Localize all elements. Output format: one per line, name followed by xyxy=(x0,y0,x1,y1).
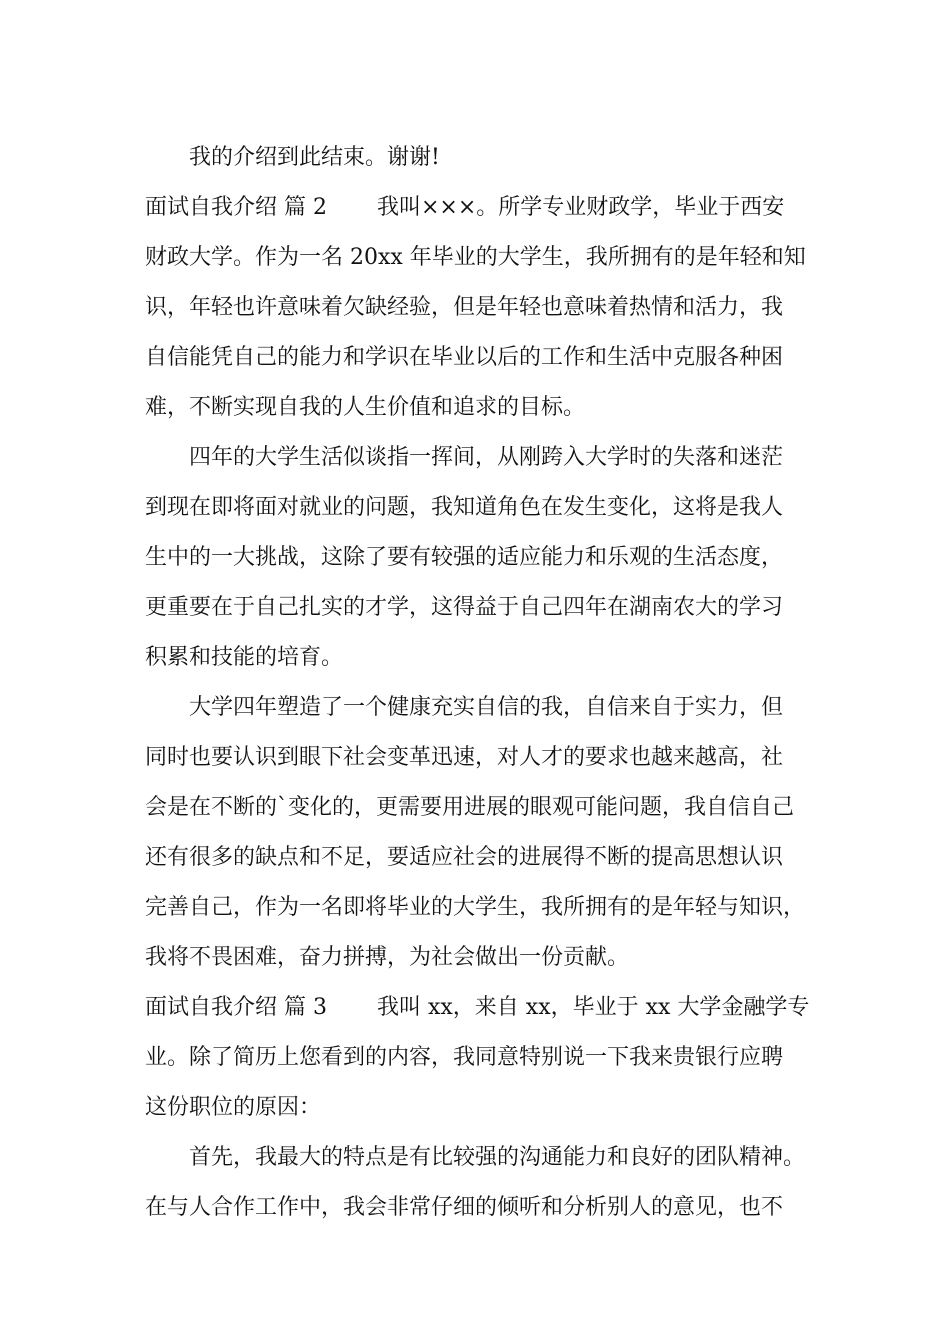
document-body xyxy=(145,133,810,1233)
paragraph-line: 四年的大学生活似谈指一挥间，从刚跨入大学时的失落和迷茫 xyxy=(189,445,784,470)
paragraph-line: 在与人合作工作中，我会非常仔细的倾听和分析别人的意见，也不 xyxy=(145,1195,784,1220)
paragraph-line: 首先，我最大的特点是有比较强的沟通能力和良好的团队精神。 xyxy=(189,1145,806,1170)
paragraph-line: 到现在即将面对就业的问题，我知道角色在发生变化，这将是我人 xyxy=(145,495,784,520)
section-heading: 面试自我介绍 篇 3 xyxy=(145,995,327,1020)
paragraph-line: 业。除了简历上您看到的内容，我同意特别说一下我来贵银行应聘 xyxy=(145,1045,784,1070)
section-heading-line xyxy=(145,983,810,1033)
paragraph-line: 完善自己，作为一名即将毕业的大学生，我所拥有的是年轻与知识， xyxy=(145,895,806,920)
paragraph-line: 识，年轻也许意味着欠缺经验，但是年轻也意味着热情和活力，我 xyxy=(145,295,784,320)
section-heading: 面试自我介绍 篇 2 xyxy=(145,195,327,220)
paragraph-line: 生中的一大挑战，这除了要有较强的适应能力和乐观的生活态度， xyxy=(145,545,784,570)
paragraph-line: 这份职位的原因： xyxy=(145,1095,322,1120)
section-heading-line xyxy=(145,183,810,233)
paragraph-line: 更重要在于自己扎实的才学，这得益于自己四年在湖南农大的学习 xyxy=(145,595,784,620)
paragraph-line: 难，不断实现自我的人生价值和追求的目标。 xyxy=(145,395,586,420)
paragraph-line: 我将不畏困难，奋力拼搏，为社会做出一份贡献。 xyxy=(145,945,630,970)
paragraph-text: 我叫 xx，来自 xx，毕业于 xx 大学金融学专 xyxy=(377,995,810,1020)
paragraph-line: 大学四年塑造了一个健康充实自信的我，自信来自于实力，但 xyxy=(189,695,784,720)
paragraph-line: 财政大学。作为一名 20xx 年毕业的大学生，我所拥有的是年轻和知 xyxy=(145,245,806,270)
paragraph-line: 还有很多的缺点和不足，要适应社会的进展得不断的提高思想认识 xyxy=(145,845,784,870)
paragraph-line: 同时也要认识到眼下社会变革迅速，对人才的要求也越来越高，社 xyxy=(145,745,784,770)
paragraph-line: 我的介绍到此结束。谢谢! xyxy=(189,145,440,170)
paragraph-line: 会是在不断的`变化的，更需要用进展的眼观可能问题，我自信自己 xyxy=(145,795,795,820)
paragraph-line: 自信能凭自己的能力和学识在毕业以后的工作和生活中克服各种困 xyxy=(145,345,784,370)
paragraph-line: 积累和技能的培育。 xyxy=(145,645,344,670)
paragraph-text: 我叫×××。所学专业财政学，毕业于西安 xyxy=(377,195,785,220)
